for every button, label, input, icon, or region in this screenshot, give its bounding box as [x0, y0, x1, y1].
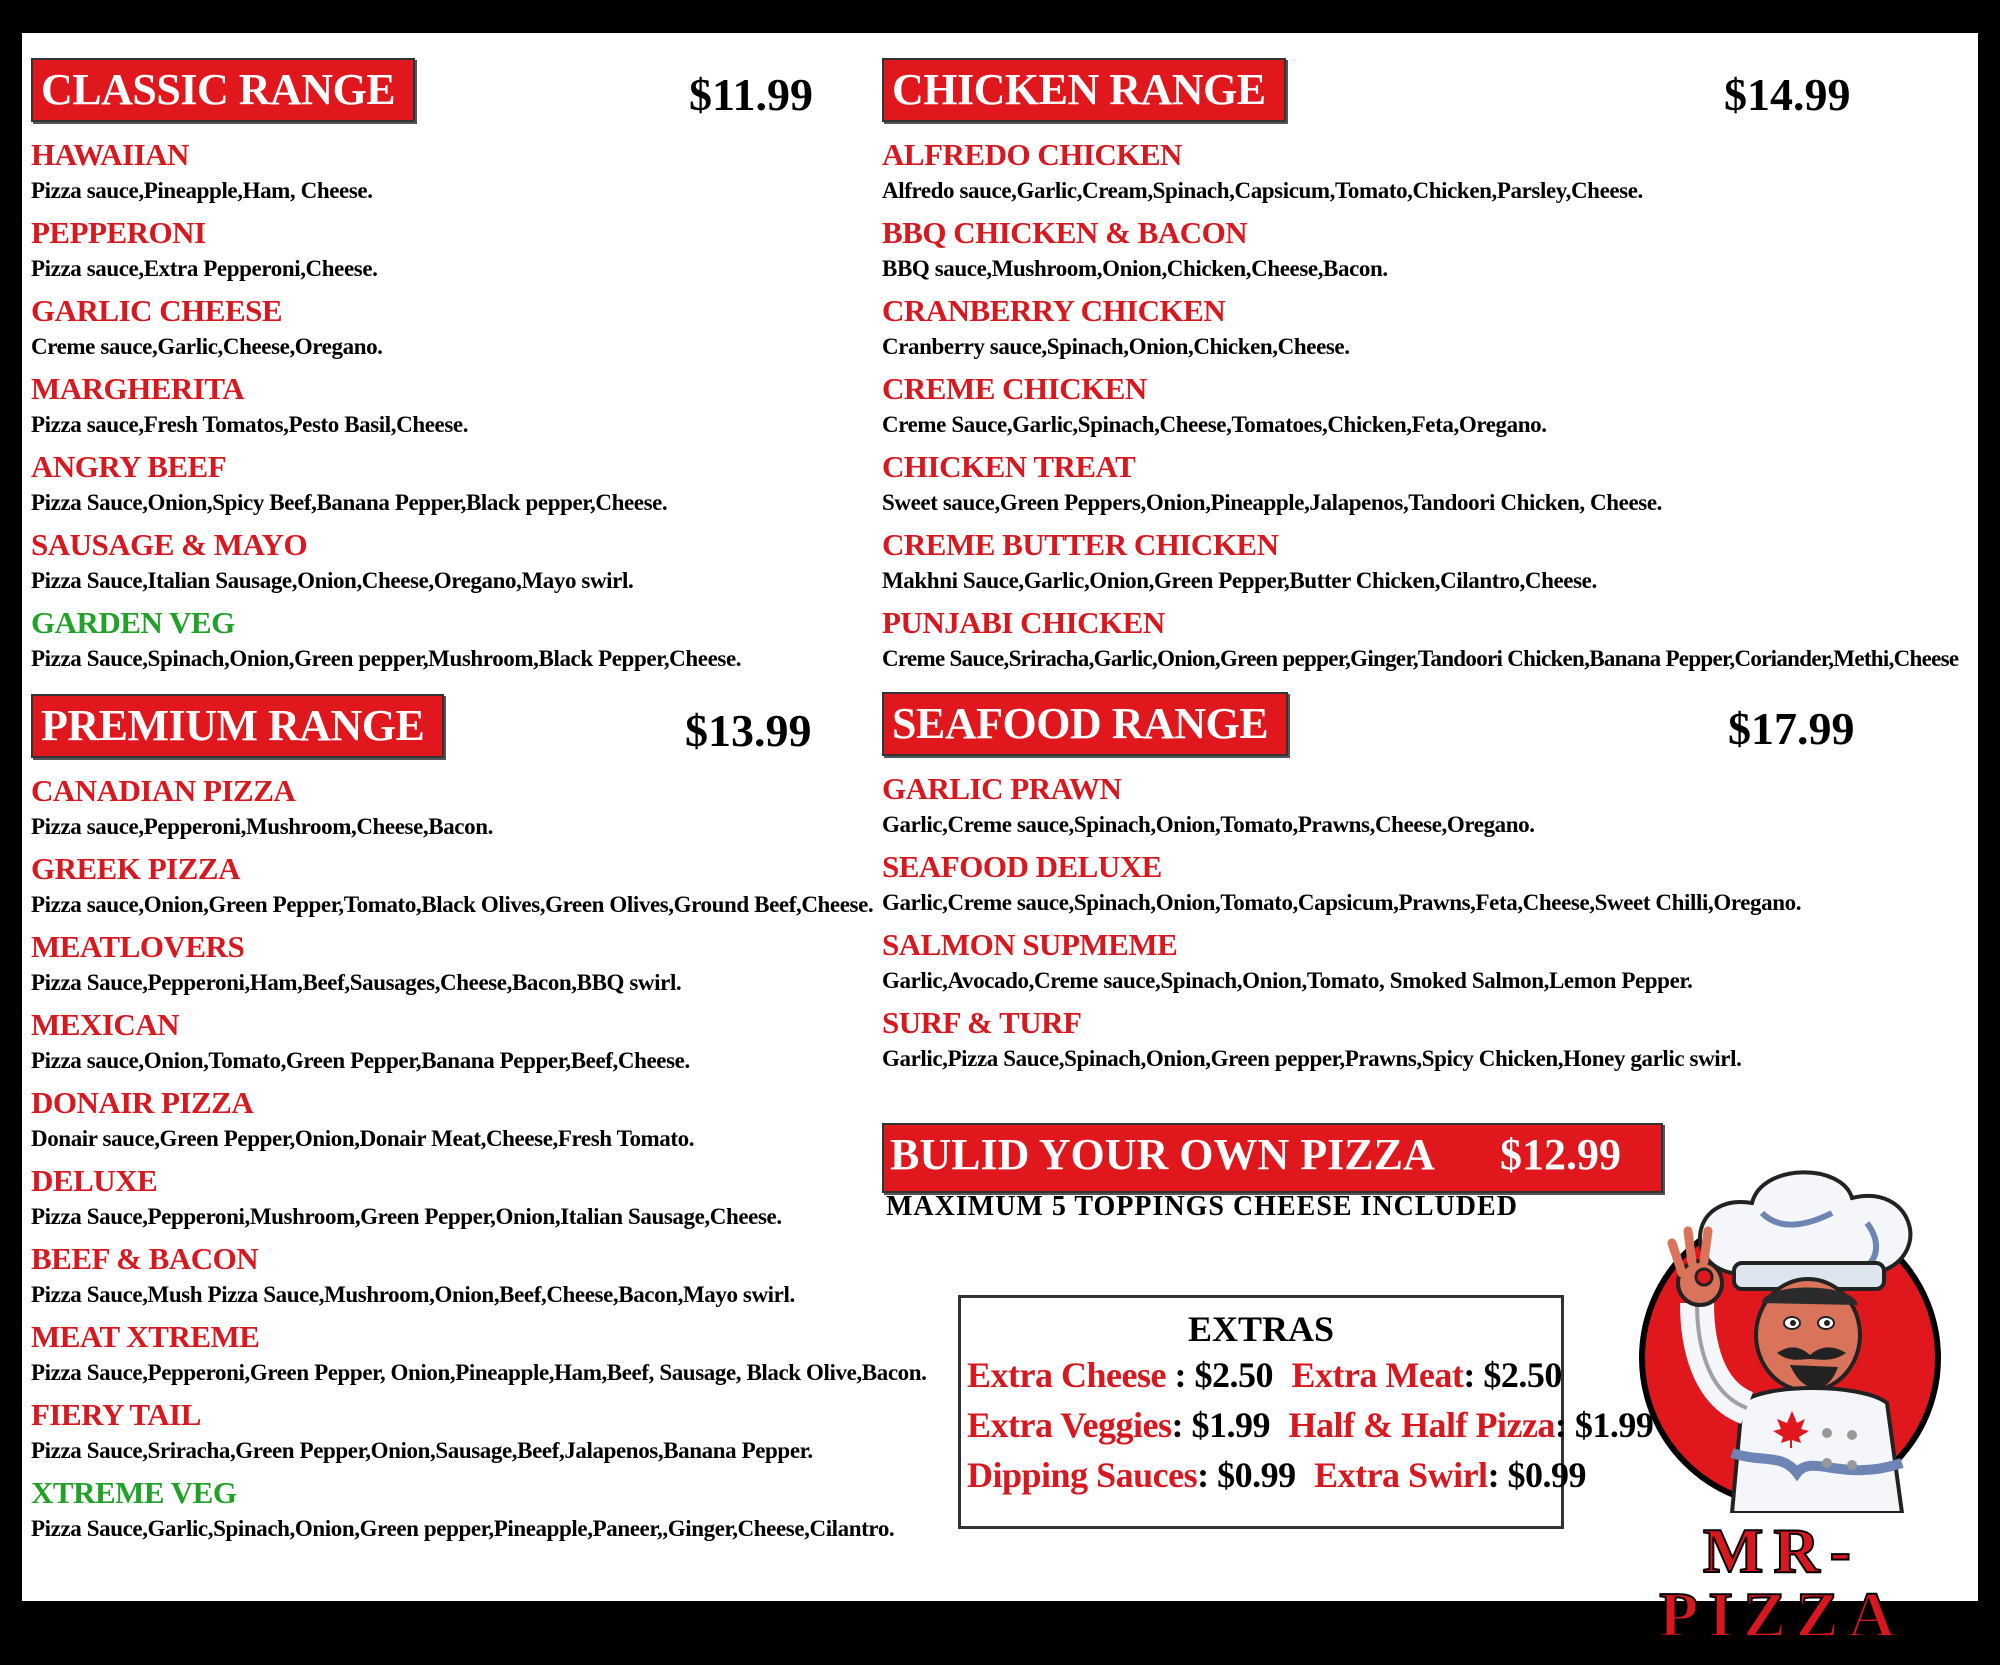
menu-item-name: DONAIR PIZZA — [31, 1085, 254, 1120]
menu-item-name: FIERY TAIL — [31, 1397, 201, 1432]
menu-item-desc: Pizza Sauce,Onion,Spicy Beef,Banana Pepper,Black pepper,Cheese. — [31, 490, 668, 515]
classic-range-title: CLASSIC RANGE — [31, 58, 415, 122]
premium-range-price: $13.99 — [685, 705, 812, 756]
menu-item-desc: Garlic,Creme sauce,Spinach,Onion,Tomato,Capsicum,Prawns,Feta,Cheese,Sweet Chilli,Oregano. — [882, 890, 1802, 915]
menu-item-name: CREME CHICKEN — [882, 371, 1147, 406]
chicken-range — [882, 58, 1972, 676]
extra-name: Dipping Sauces — [967, 1455, 1198, 1495]
extra-name: Extra Swirl — [1314, 1455, 1488, 1495]
menu-item-desc: Creme sauce,Garlic,Cheese,Oregano. — [31, 334, 383, 359]
byo-title: BULID YOUR OWN PIZZA — [890, 1130, 1435, 1179]
right-column — [882, 58, 1972, 1082]
menu-item-name: ALFREDO CHICKEN — [882, 137, 1182, 172]
menu-item-name: MEAT XTREME — [31, 1319, 260, 1354]
extra-price: : $1.99 — [1171, 1405, 1270, 1445]
menu-item-desc: Pizza sauce,Pineapple,Ham, Cheese. — [31, 178, 373, 203]
menu-item-name: MARGHERITA — [31, 371, 245, 406]
menu-item-name-veg: XTREME VEG — [31, 1475, 237, 1510]
menu-item-desc: Pizza sauce,Extra Pepperoni,Cheese. — [31, 256, 378, 281]
menu-item-desc: Makhni Sauce,Garlic,Onion,Green Pepper,Butter Chicken,Cilantro,Cheese. — [882, 568, 1597, 593]
classic-range-price: $11.99 — [689, 69, 813, 120]
menu-item-name: MEXICAN — [31, 1007, 180, 1042]
seafood-range — [882, 692, 1972, 1076]
classic-range — [31, 58, 861, 676]
menu-item-desc: Garlic,Pizza Sauce,Spinach,Onion,Green pepper,Prawns,Spicy Chicken,Honey garlic swirl. — [882, 1046, 1742, 1071]
extra-price: : $1.99 — [1554, 1405, 1654, 1445]
menu-item-name: HAWAIIAN — [31, 137, 189, 172]
menu-item-name: BBQ CHICKEN & BACON — [882, 215, 1248, 250]
brand-logo — [1582, 1515, 1982, 1665]
extra-name: Extra Cheese — [967, 1355, 1175, 1395]
menu-item-desc: Donair sauce,Green Pepper,Onion,Donair Meat,Cheese,Fresh Tomato. — [31, 1126, 695, 1151]
menu-item-desc: Creme Sauce,Sriracha,Garlic,Onion,Green pepper,Ginger,Tandoori Chicken,Banana Pepper,Coriander,Methi,Cheese — [882, 646, 1959, 671]
menu-item-name: PUNJABI CHICKEN — [882, 605, 1165, 640]
seafood-range-title: SEAFOOD RANGE — [882, 692, 1288, 756]
menu-item-name: SAUSAGE & MAYO — [31, 527, 308, 562]
menu-item-name: PEPPERONI — [31, 215, 206, 250]
seafood-range-header — [882, 692, 1972, 760]
menu-item-name: GARLIC PRAWN — [882, 771, 1122, 806]
premium-range-header — [31, 694, 861, 762]
extras-row — [961, 1350, 1561, 1400]
classic-items — [31, 136, 861, 676]
seafood-items — [882, 770, 1972, 1076]
menu-item-name: GREEK PIZZA — [31, 851, 240, 886]
menu-item-name-veg: GARDEN VEG — [31, 605, 235, 640]
menu-item-desc: Garlic,Avocado,Creme sauce,Spinach,Onion,Tomato, Smoked Salmon,Lemon Pepper. — [882, 968, 1693, 993]
extra-name: Extra Meat — [1291, 1355, 1464, 1395]
menu-item-desc: Pizza Sauce,Pepperoni,Mushroom,Green Pepper,Onion,Italian Sausage,Cheese. — [31, 1204, 782, 1229]
extras-row — [961, 1400, 1654, 1450]
menu-item-desc: Pizza Sauce,Pepperoni,Green Pepper, Onion,Pineapple,Ham,Beef, Sausage, Black Olive,Bacon. — [31, 1360, 927, 1385]
menu-item-name: CANADIAN PIZZA — [31, 773, 296, 808]
extra-price: : $2.50 — [1174, 1355, 1273, 1395]
extra-price: : $0.99 — [1197, 1455, 1296, 1495]
build-your-own-banner — [882, 1123, 1663, 1193]
menu-item-name: CHICKEN TREAT — [882, 449, 1136, 484]
menu-item-desc: Pizza Sauce,Spinach,Onion,Green pepper,Mushroom,Black Pepper,Cheese. — [31, 646, 742, 671]
extra-price: : $0.99 — [1487, 1455, 1587, 1495]
menu-item-desc: Pizza Sauce,Sriracha,Green Pepper,Onion,Sausage,Beef,Jalapenos,Banana Pepper. — [31, 1438, 813, 1463]
menu-item-desc: Alfredo sauce,Garlic,Cream,Spinach,Capsicum,Tomato,Chicken,Parsley,Cheese. — [882, 178, 1643, 203]
menu-item-name: SALMON SUPMEME — [882, 927, 1178, 962]
menu-item-name: CREME BUTTER CHICKEN — [882, 527, 1279, 562]
chicken-range-header — [882, 58, 1972, 126]
premium-range-title: PREMIUM RANGE — [31, 694, 444, 758]
brand-name: MR-PIZZA — [1659, 1515, 1905, 1650]
byo-price: $12.99 — [1500, 1130, 1621, 1179]
brand-tagline: LOCALLY OWNED AND OPERATED — [1594, 1647, 1970, 1665]
menu-item-desc: Sweet sauce,Green Peppers,Onion,Pineapple,Jalapenos,Tandoori Chicken, Cheese. — [882, 490, 1662, 515]
menu-item-name: SEAFOOD DELUXE — [882, 849, 1162, 884]
left-column — [31, 58, 927, 1552]
menu-item-desc: Garlic,Creme sauce,Spinach,Onion,Tomato,Prawns,Cheese,Oregano. — [882, 812, 1535, 837]
chicken-items — [882, 136, 1972, 676]
menu-item-name: DELUXE — [31, 1163, 158, 1198]
premium-range — [31, 694, 927, 1546]
extras-title: EXTRAS — [1187, 1309, 1335, 1349]
menu-item-name: MEATLOVERS — [31, 929, 245, 964]
premium-items — [31, 772, 927, 1546]
extras-box — [958, 1295, 1654, 1529]
menu-item-desc: Pizza sauce,Onion,Tomato,Green Pepper,Banana Pepper,Beef,Cheese. — [31, 1048, 690, 1073]
extras-row — [961, 1450, 1587, 1500]
menu-item-desc: Pizza Sauce,Italian Sausage,Onion,Cheese,Oregano,Mayo swirl. — [31, 568, 634, 593]
chicken-range-title: CHICKEN RANGE — [882, 58, 1286, 122]
menu-item-desc: Cranberry sauce,Spinach,Onion,Chicken,Cheese. — [882, 334, 1350, 359]
menu-item-desc: Pizza Sauce,Pepperoni,Ham,Beef,Sausages,Cheese,Bacon,BBQ swirl. — [31, 970, 682, 995]
menu-item-desc: Pizza Sauce,Garlic,Spinach,Onion,Green pepper,Pineapple,Paneer,,Ginger,Cheese,Cilantro. — [31, 1516, 895, 1541]
menu-item-name: BEEF & BACON — [31, 1241, 259, 1276]
chicken-range-price: $14.99 — [1724, 69, 1851, 120]
menu-board — [22, 33, 1978, 1663]
classic-range-header — [31, 58, 861, 126]
menu-item-desc: Pizza sauce,Pepperoni,Mushroom,Cheese,Bacon. — [31, 814, 493, 839]
menu-item-desc: BBQ sauce,Mushroom,Onion,Chicken,Cheese,Bacon. — [882, 256, 1388, 281]
menu-item-desc: Pizza sauce,Fresh Tomatos,Pesto Basil,Cheese. — [31, 412, 469, 437]
menu-item-desc: Pizza sauce,Onion,Green Pepper,Tomato,Black Olives,Green Olives,Ground Beef,Cheese. — [31, 892, 874, 917]
menu-item-name: SURF & TURF — [882, 1005, 1082, 1040]
extra-name: Extra Veggies — [967, 1405, 1172, 1445]
seafood-range-price: $17.99 — [1728, 703, 1855, 754]
menu-item-desc: Creme Sauce,Garlic,Spinach,Cheese,Tomatoes,Chicken,Feta,Oregano. — [882, 412, 1547, 437]
menu-item-name: GARLIC CHEESE — [31, 293, 283, 328]
menu-item-desc: Pizza Sauce,Mush Pizza Sauce,Mushroom,Onion,Beef,Cheese,Bacon,Mayo swirl. — [31, 1282, 795, 1307]
extra-name: Half & Half Pizza — [1288, 1405, 1555, 1445]
byo-note: MAXIMUM 5 TOPPINGS CHEESE INCLUDED — [886, 1191, 1518, 1222]
menu-item-name: ANGRY BEEF — [31, 449, 227, 484]
extra-price: : $2.50 — [1463, 1355, 1562, 1395]
menu-item-name: CRANBERRY CHICKEN — [882, 293, 1226, 328]
